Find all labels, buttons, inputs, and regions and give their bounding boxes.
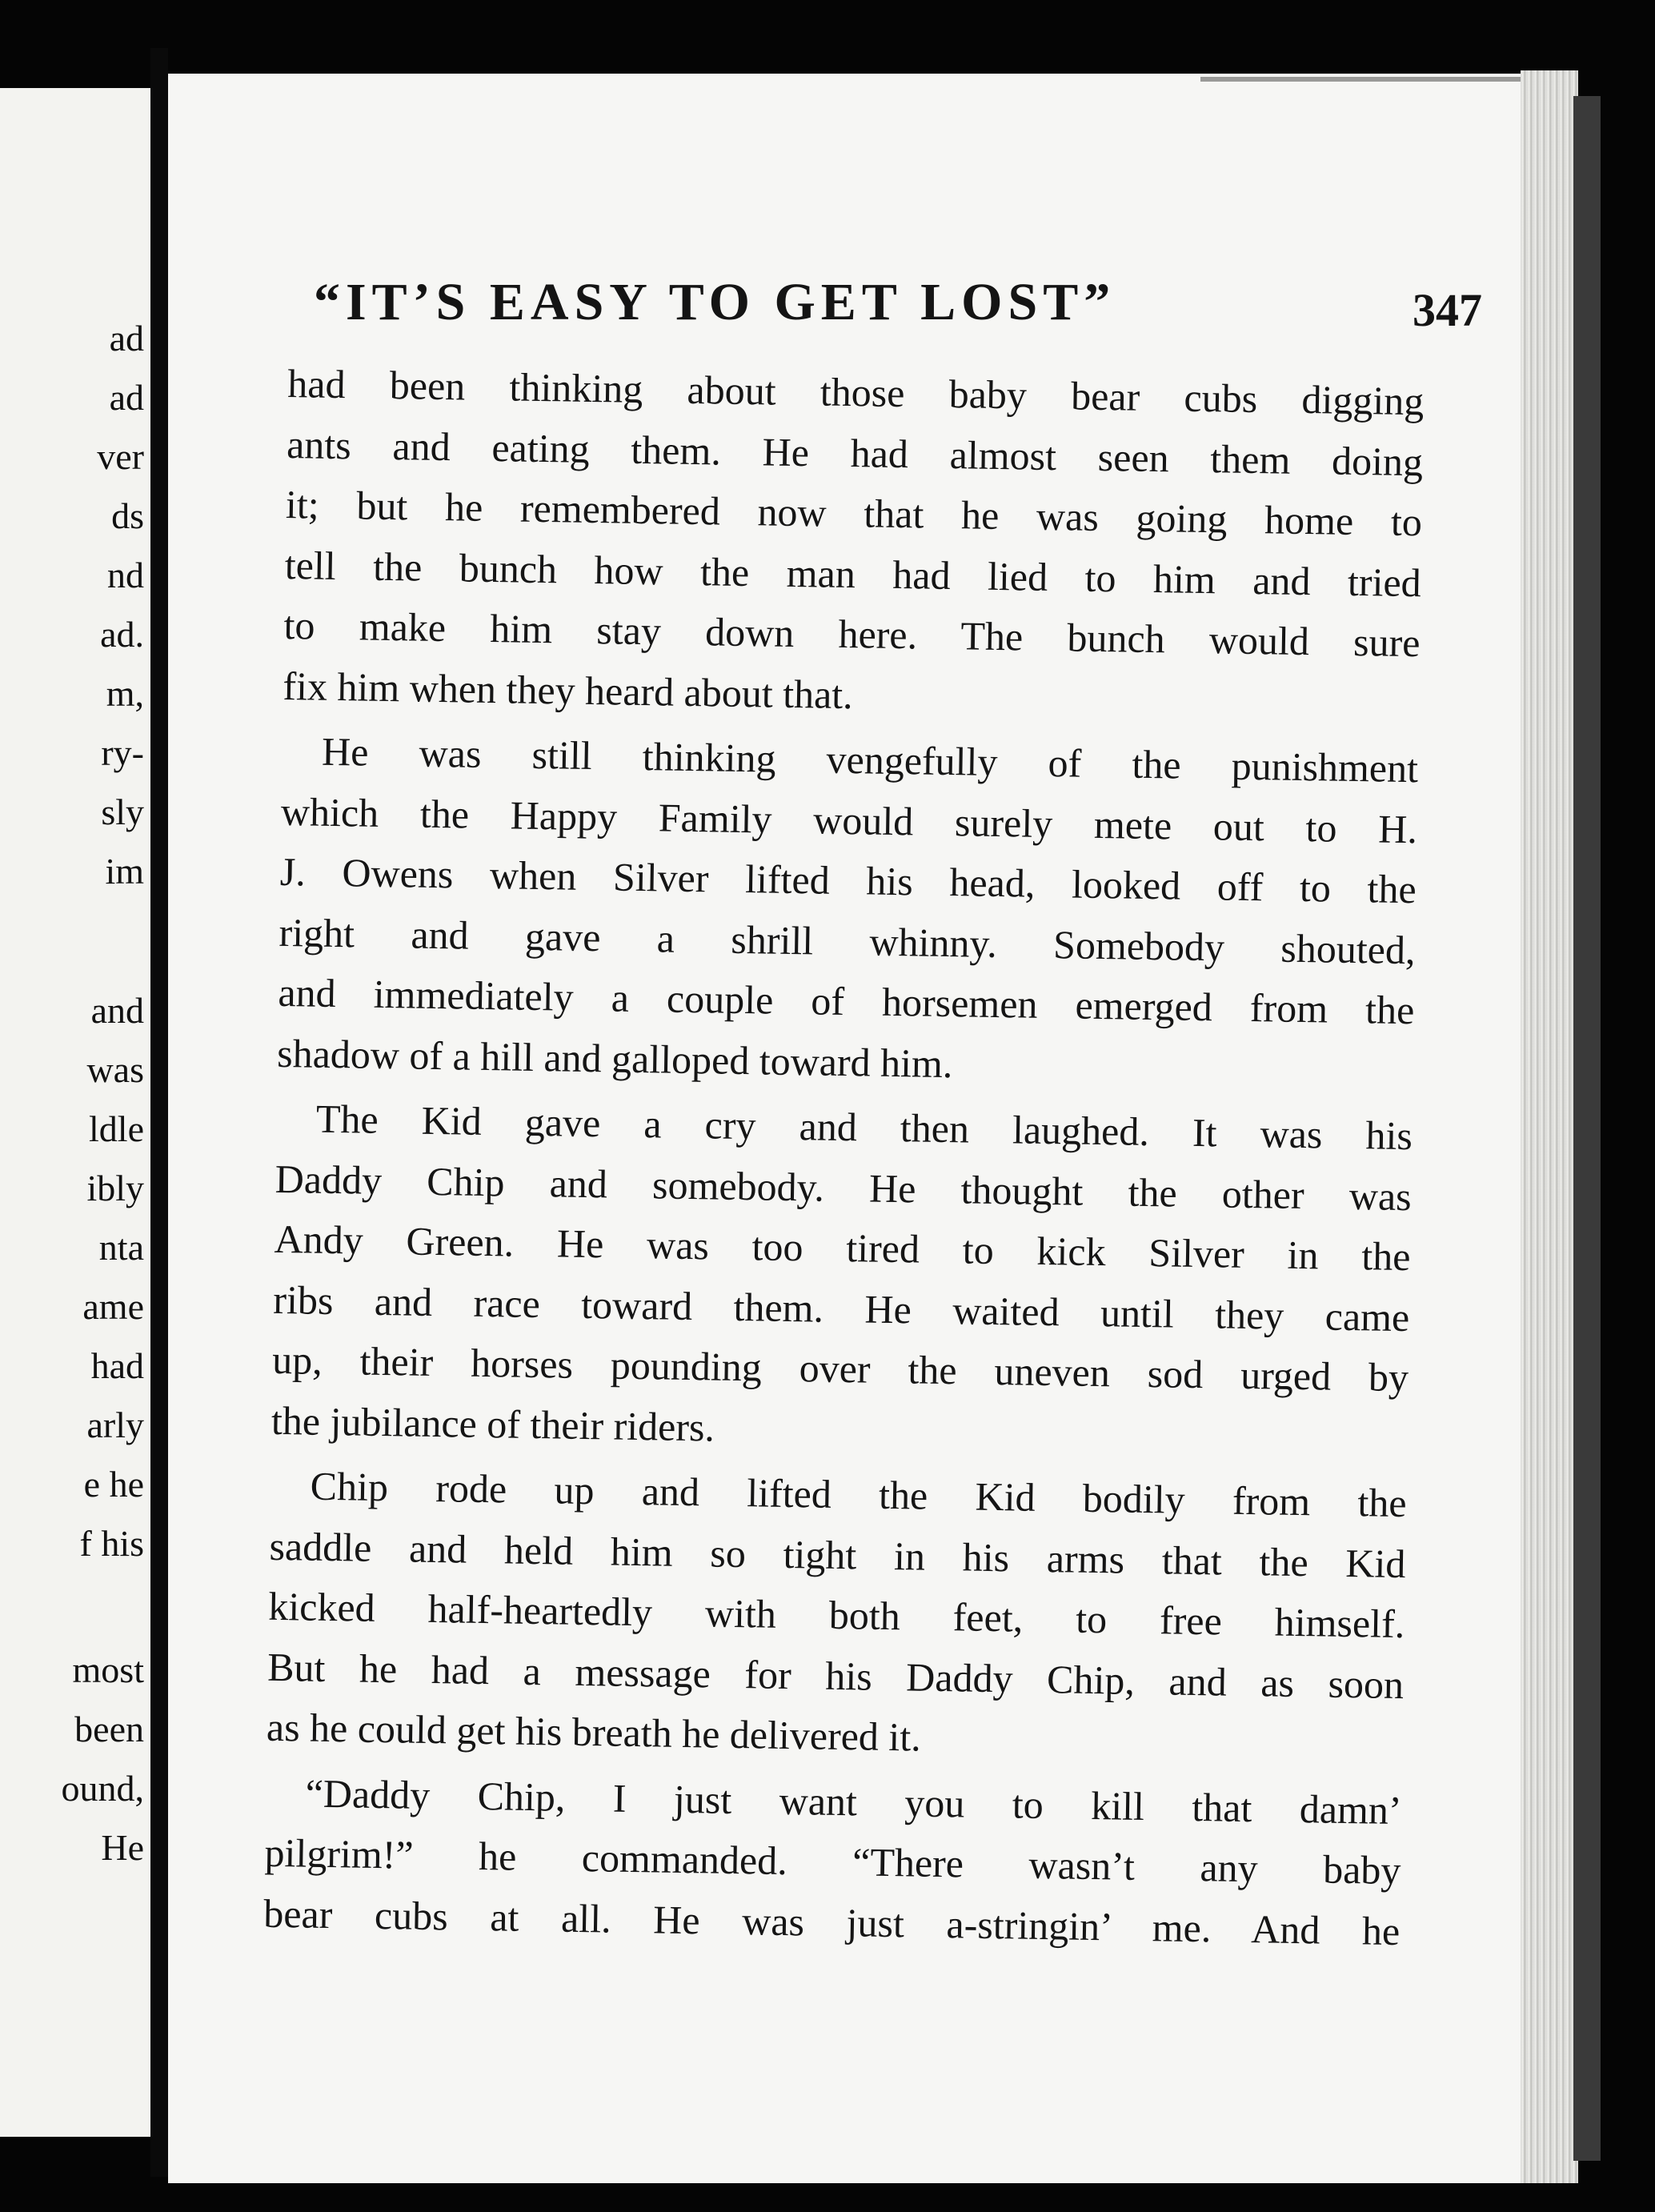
left-page-line: was: [86, 1049, 144, 1090]
page-top-edge-rule: [1200, 77, 1553, 82]
text-line: saddle and held him so tight in his arms that the Kid: [269, 1523, 1406, 1586]
running-head: [314, 272, 1482, 360]
left-page-line: He: [101, 1827, 144, 1868]
text-line: Chip rode up and lifted the Kid bodily from the: [310, 1463, 1408, 1526]
text-line: He was still thinking vengefully of the punishment: [321, 728, 1419, 791]
left-page-line: ver: [97, 436, 144, 477]
page-body-text: [263, 354, 1425, 1962]
left-page-line: ldle: [89, 1108, 144, 1149]
text-line: kicked half-heartedly with both feet, to free himself.: [267, 1583, 1405, 1647]
text-line: pilgrim!” he commanded. “There wasn’t any baby: [264, 1829, 1401, 1893]
left-page-line: e he: [83, 1464, 144, 1505]
text-line: ants and eating them. He had almost seen them doing: [286, 421, 1424, 484]
page-number: 347: [1413, 284, 1482, 336]
text-line: shadow of a hill and galloped toward him.: [276, 1030, 953, 1086]
text-line: J. Owens when Silver lifted his head, looked off to the: [279, 848, 1417, 912]
text-line: which the Happy Family would surely mete out to H.: [280, 788, 1418, 852]
text-line: the jubilance of their riders.: [270, 1397, 715, 1450]
left-page-line: been: [74, 1709, 144, 1749]
text-line: “Daddy Chip, I just want you to kill that damn’: [305, 1770, 1403, 1833]
left-page-line: ry-: [101, 732, 144, 773]
left-page-line: im: [105, 851, 144, 892]
text-line: Daddy Chip and somebody. He thought the other was: [274, 1156, 1413, 1219]
text-line: But he had a message for his Daddy Chip, and as soon: [266, 1644, 1405, 1707]
left-facing-page-fragment: [0, 88, 150, 2137]
text-line: Andy Green. He was too tired to kick Silver in the: [274, 1216, 1411, 1280]
page-edge-shadow: [1573, 96, 1601, 2161]
chapter-running-title: “IT’S EASY TO GET LOST”: [314, 273, 1116, 331]
left-page-line: ame: [82, 1286, 144, 1327]
text-line: had been thinking about those baby bear cubs digging: [287, 360, 1425, 424]
text-line: ribs and race toward them. He waited until they came: [273, 1276, 1410, 1340]
left-page-line: arly: [86, 1405, 144, 1445]
left-page-line: most: [72, 1649, 144, 1690]
left-page-line: ad.: [100, 614, 144, 655]
left-page-line: nta: [98, 1227, 144, 1268]
left-page-line: f his: [79, 1523, 144, 1564]
text-line: tell the bunch how the man had lied to him and tried: [284, 542, 1422, 605]
left-page-line: ad: [109, 318, 144, 359]
left-page-line: ad: [109, 377, 144, 418]
left-page-line: and: [90, 990, 144, 1031]
text-line: as he could get his breath he delivered it.: [266, 1704, 922, 1760]
left-page-line: had: [90, 1345, 144, 1386]
right-book-page: [168, 74, 1529, 2183]
text-line: it; but he remembered now that he was going home to: [285, 481, 1423, 545]
text-line: and immediately a couple of horsemen emerged from the: [278, 969, 1415, 1033]
left-page-line: sly: [101, 791, 144, 832]
left-page-line: nd: [107, 555, 144, 595]
text-line: right and gave a shrill whinny. Somebody shouted,: [279, 909, 1416, 972]
text-line: to make him stay down here. The bunch would sure: [283, 602, 1421, 666]
text-line: fix him when they heard about that.: [283, 663, 854, 717]
text-line: bear cubs at all. He was just a-stringin’ me. And he: [262, 1890, 1401, 1954]
left-page-line: ound,: [61, 1768, 144, 1809]
text-line: up, their horses pounding over the uneven sod urged by: [271, 1336, 1409, 1401]
left-page-line: ds: [111, 495, 144, 536]
left-page-line: m,: [106, 673, 144, 714]
page-stack-edge: [1521, 70, 1578, 2183]
book-binding-gutter: [150, 48, 168, 2177]
text-line: The Kid gave a cry and then laughed. It was his: [315, 1096, 1413, 1159]
left-page-line: ibly: [86, 1168, 144, 1208]
